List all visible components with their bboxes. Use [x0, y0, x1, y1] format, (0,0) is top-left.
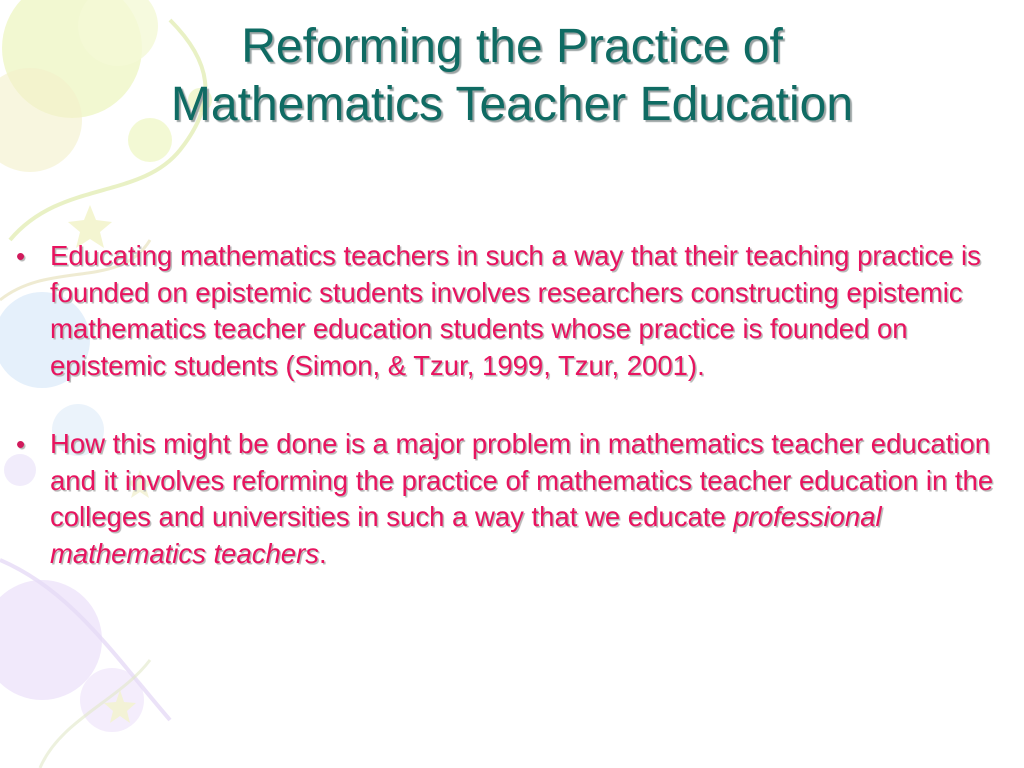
title-line-2: Mathematics Teacher Education — [170, 78, 854, 131]
bullet-marker: • — [16, 429, 26, 459]
bullet-list — [14, 238, 1010, 614]
slide-title — [40, 18, 984, 134]
bullet-item-1 — [14, 238, 1010, 384]
bullet-text: Educating mathematics teachers in such a way that their teaching practice is founded on epistemic students involves researchers constructing epistemic mathematics teacher education students whose practice is founded on epistemic students (Simon, & Tzur, 1999, Tzur, 2001). — [50, 240, 981, 381]
bullet-tail: . — [319, 537, 327, 569]
title-line-1: Reforming the Practice of — [241, 20, 783, 73]
bullet-text: How this might be done is a major problem in mathematics teacher education and it involves reforming the practice of mathematics teacher education in the colleges and universities in such a way that we educate — [50, 428, 994, 532]
bullet-marker: • — [16, 241, 26, 271]
bullet-item-2 — [14, 426, 1010, 572]
bullet-emphasis: professional mathematics teachers — [50, 501, 882, 569]
